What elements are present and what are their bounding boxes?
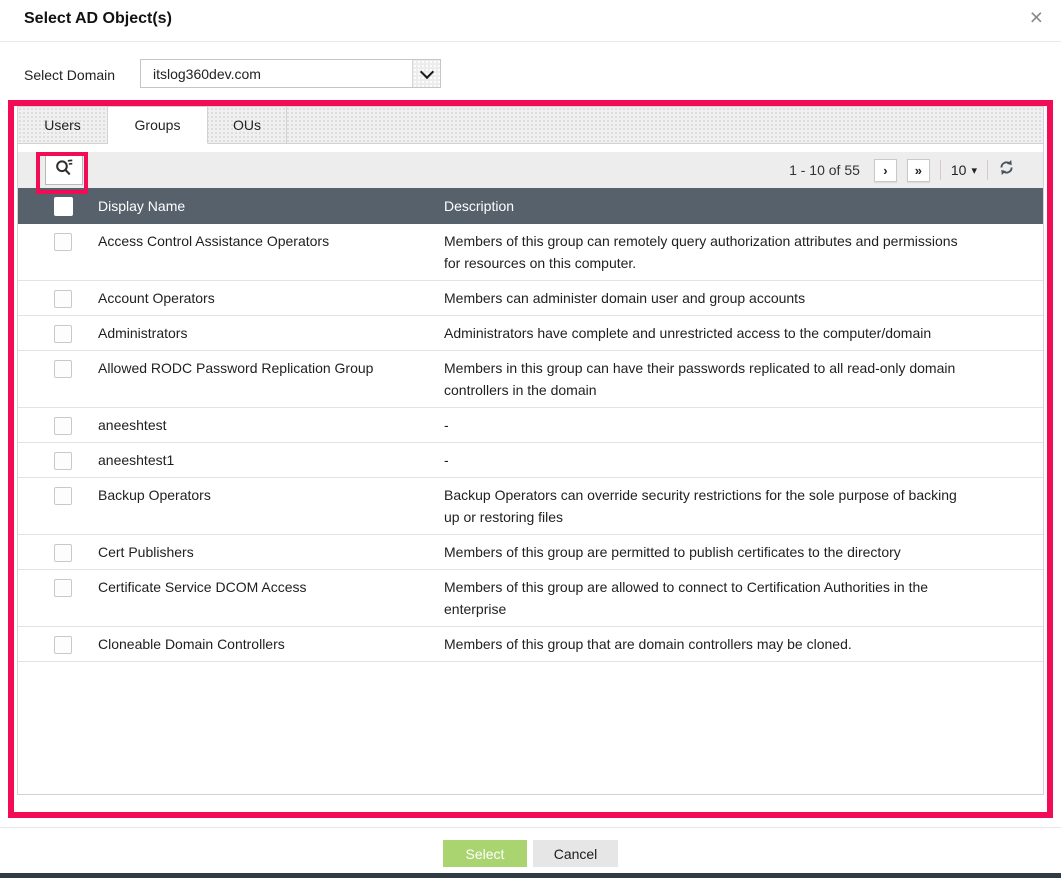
refresh-button[interactable]	[998, 159, 1015, 181]
row-display-name: aneeshtest	[98, 417, 167, 433]
ad-object-panel	[17, 106, 1044, 795]
row-display-name: Certificate Service DCOM Access	[98, 579, 307, 595]
row-checkbox[interactable]	[54, 417, 72, 435]
search-button[interactable]	[45, 155, 83, 185]
row-description: Members of this group are allowed to connect to Certification Authorities in the enterprise	[444, 579, 929, 617]
table-row[interactable]	[18, 570, 1043, 627]
caret-down-icon: ▾	[971, 164, 977, 177]
search-options-icon	[54, 157, 75, 183]
row-description: Members of this group are permitted to publish certificates to the directory	[444, 544, 901, 560]
tab-users[interactable]: Users	[18, 107, 108, 143]
page-size-dropdown[interactable]	[951, 162, 977, 178]
page-size-value: 10	[950, 162, 967, 178]
row-checkbox[interactable]	[54, 636, 72, 654]
row-checkbox[interactable]	[54, 579, 72, 597]
select-button[interactable]: Select	[443, 840, 527, 867]
row-display-name: Administrators	[98, 325, 188, 341]
table-row[interactable]	[18, 443, 1043, 478]
domain-dropdown[interactable]	[140, 59, 441, 88]
tab-bar	[18, 107, 1043, 144]
bottom-accent-bar	[0, 873, 1061, 878]
table-row[interactable]	[18, 224, 1043, 281]
table-body	[18, 224, 1043, 662]
row-checkbox[interactable]	[54, 233, 72, 251]
table-row[interactable]	[18, 316, 1043, 351]
domain-dropdown-value: itslog360dev.com	[153, 65, 261, 82]
table-row[interactable]	[18, 351, 1043, 408]
table-row[interactable]	[18, 478, 1043, 535]
header-divider	[0, 41, 1061, 42]
row-checkbox[interactable]	[54, 544, 72, 562]
toolbar-gap	[18, 144, 1043, 152]
row-display-name: Cert Publishers	[98, 544, 194, 560]
table-header	[18, 188, 1043, 224]
row-display-name: Account Operators	[98, 290, 215, 306]
table-row[interactable]	[18, 627, 1043, 662]
row-display-name: Access Control Assistance Operators	[98, 233, 330, 249]
pagination	[789, 159, 1043, 182]
tab-groups[interactable]: Groups	[108, 107, 208, 144]
row-description: Administrators have complete and unrestricted access to the computer/domain	[444, 325, 932, 341]
row-display-name: Allowed RODC Password Replication Group	[98, 360, 374, 376]
row-description: -	[444, 417, 449, 433]
row-description: -	[444, 452, 449, 468]
close-icon[interactable]: ×	[1029, 4, 1043, 30]
dialog-title: Select AD Object(s)	[24, 10, 172, 27]
select-domain-label: Select Domain	[24, 67, 116, 83]
row-description: Members of this group can remotely query authorization attributes and permissions for resources on this computer.	[444, 233, 958, 271]
row-checkbox[interactable]	[54, 452, 72, 470]
row-checkbox[interactable]	[54, 290, 72, 308]
row-checkbox[interactable]	[54, 487, 72, 505]
row-description: Backup Operators can override security restrictions for the sole purpose of backing up or restoring files	[444, 487, 957, 525]
pagination-range: 1 - 10 of 55	[789, 162, 860, 178]
pager-separator	[987, 160, 988, 180]
table-row[interactable]	[18, 281, 1043, 316]
row-display-name: aneeshtest1	[98, 452, 175, 468]
pager-separator	[940, 160, 941, 180]
row-checkbox[interactable]	[54, 360, 72, 378]
select-all-checkbox[interactable]	[54, 197, 73, 216]
row-checkbox[interactable]	[54, 325, 72, 343]
footer-divider	[0, 827, 1061, 828]
row-description: Members can administer domain user and group accounts	[444, 290, 806, 306]
table-toolbar	[18, 152, 1043, 188]
row-display-name: Backup Operators	[98, 487, 211, 503]
row-description: Members in this group can have their passwords replicated to all read-only domain controllers in the domain	[444, 360, 956, 398]
row-description: Members of this group that are domain controllers may be cloned.	[444, 636, 852, 652]
column-display-name: Display Name	[98, 198, 186, 214]
cancel-button[interactable]: Cancel	[533, 840, 618, 867]
last-page-button[interactable]: »	[907, 159, 930, 182]
domain-dropdown-button[interactable]	[412, 60, 440, 87]
refresh-icon	[998, 159, 1015, 181]
chevron-down-icon	[419, 64, 433, 78]
row-display-name: Cloneable Domain Controllers	[98, 636, 285, 652]
next-page-button[interactable]: ›	[874, 159, 897, 182]
column-description: Description	[444, 198, 515, 214]
tab-ous[interactable]: OUs	[208, 107, 287, 143]
table-row[interactable]	[18, 535, 1043, 570]
table-row[interactable]	[18, 408, 1043, 443]
